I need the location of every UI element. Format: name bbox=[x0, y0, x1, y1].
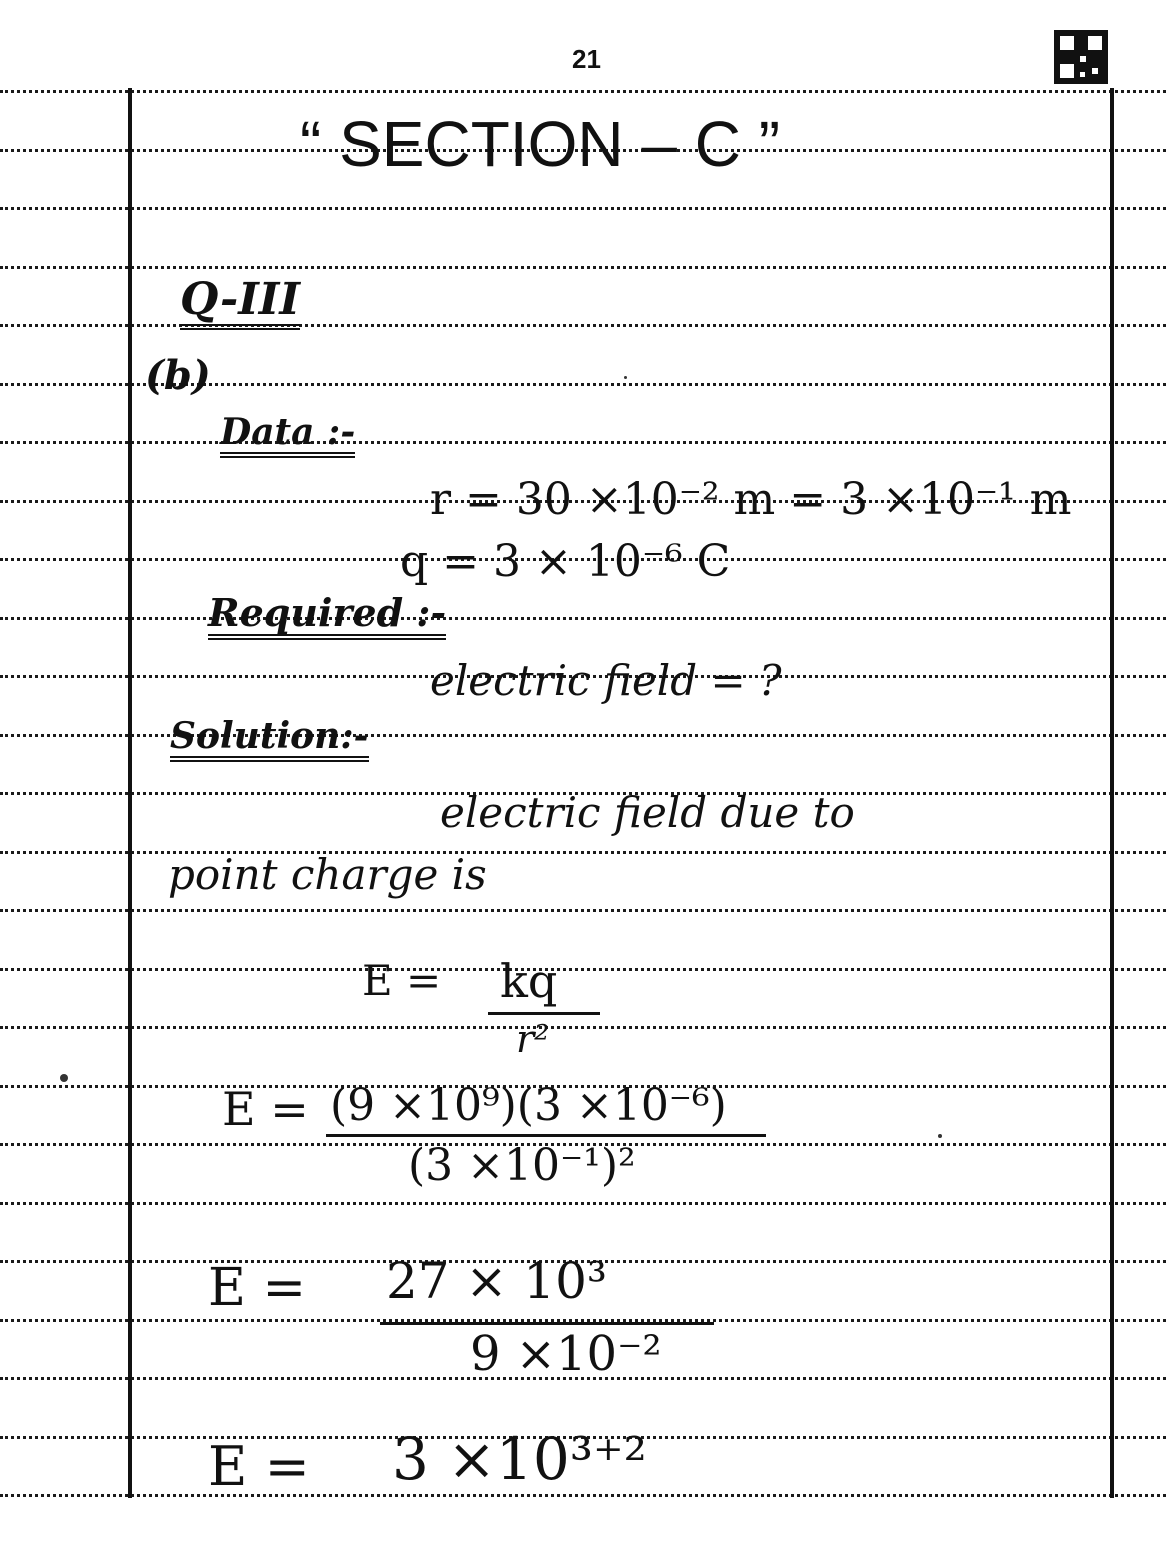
ruled-line bbox=[0, 207, 1166, 210]
eq2-lhs: E = bbox=[222, 1082, 309, 1136]
data-charge: q = 3 × 10⁻⁶ C bbox=[400, 536, 731, 587]
ruled-line bbox=[0, 1202, 1166, 1205]
solution-text-line-2: point charge is bbox=[168, 850, 487, 899]
required-text: electric field = ? bbox=[430, 656, 782, 705]
ruled-line bbox=[0, 1494, 1166, 1497]
data-radius: r = 30 ×10⁻² m = 3 ×10⁻¹ m bbox=[430, 474, 1072, 525]
ruled-line bbox=[0, 441, 1166, 444]
part-label: (b) bbox=[145, 352, 211, 399]
question-number: Q-III bbox=[180, 278, 300, 330]
ruled-line bbox=[0, 324, 1166, 327]
eq1-denominator: r² bbox=[516, 1017, 550, 1061]
eq2-fraction-bar bbox=[326, 1134, 766, 1137]
eq1-numerator: kq bbox=[500, 954, 558, 1008]
eq3-numerator: 27 × 10³ bbox=[386, 1252, 607, 1310]
ruled-line bbox=[0, 968, 1166, 971]
eq3-lhs: E = bbox=[208, 1258, 307, 1318]
ruled-line bbox=[0, 1026, 1166, 1029]
solution-text-line-1: electric field due to bbox=[440, 788, 855, 837]
solution-label: Solution:- bbox=[170, 718, 369, 762]
ruled-line bbox=[0, 90, 1166, 93]
right-margin-line bbox=[1110, 88, 1114, 1498]
ruled-line bbox=[0, 266, 1166, 269]
eq2-numerator: (9 ×10⁹)(3 ×10⁻⁶) bbox=[330, 1080, 727, 1131]
scan-speck bbox=[60, 1074, 68, 1082]
required-label: Required :- bbox=[208, 594, 446, 640]
scan-speck bbox=[938, 1134, 942, 1138]
eq1-lhs: E = bbox=[362, 956, 442, 1005]
eq2-denominator: (3 ×10⁻¹)² bbox=[408, 1140, 636, 1191]
data-label: Data :- bbox=[220, 414, 355, 458]
section-heading: “ SECTION – C ” bbox=[300, 108, 781, 180]
ruled-line bbox=[0, 909, 1166, 912]
page-number: 21 bbox=[572, 44, 601, 74]
ruled-line bbox=[0, 617, 1166, 620]
eq4-lhs: E = bbox=[208, 1435, 310, 1498]
scan-speck bbox=[624, 376, 627, 379]
left-margin-line bbox=[128, 88, 132, 1498]
qr-code-icon bbox=[1054, 30, 1108, 84]
eq4-rhs: 3 ×10³⁺² bbox=[392, 1425, 647, 1493]
eq1-fraction-bar bbox=[488, 1012, 600, 1015]
eq3-denominator: 9 ×10⁻² bbox=[470, 1326, 662, 1382]
eq3-fraction-bar bbox=[380, 1322, 714, 1325]
